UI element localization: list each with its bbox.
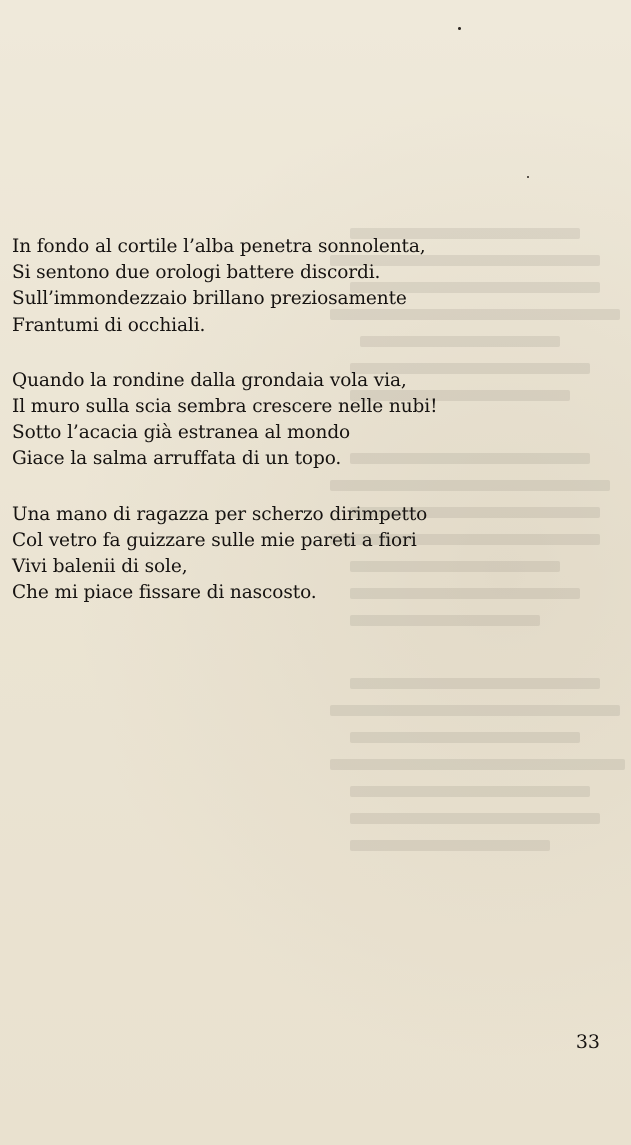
- verse-line: Sull’immondezzaio brillano preziosamente: [12, 288, 407, 310]
- verse-line: Giace la salma arruffata di un topo.: [12, 448, 342, 470]
- verse-line: Frantumi di occhiali.: [12, 314, 206, 336]
- verse-line: Col vetro fa guizzare sulle mie pareti a fiori: [12, 529, 417, 551]
- poem-text: [12, 234, 572, 635]
- page-number: 33: [575, 1031, 600, 1053]
- paper-speck: [527, 176, 529, 178]
- verse-line: Vivi balenii di sole,: [12, 556, 188, 578]
- verse-line: Che mi piace fissare di nascosto.: [12, 582, 317, 604]
- paper-speck: [458, 27, 461, 30]
- verse-line: Si sentono due orologi battere discordi.: [12, 262, 381, 284]
- verse-line: Il muro sulla scia sembra crescere nelle nubi!: [12, 396, 438, 418]
- verse-line: Una mano di ragazza per scherzo dirimpetto: [12, 503, 428, 525]
- stanza-2: [12, 368, 572, 473]
- verse-line: Quando la rondine dalla grondaia vola via,: [12, 369, 407, 391]
- stanza-3: [12, 502, 572, 607]
- verse-line: Sotto l’acacia già estranea al mondo: [12, 422, 351, 444]
- stanza-1: [12, 234, 572, 339]
- verse-line: In fondo al cortile l’alba penetra sonnolenta,: [12, 236, 426, 257]
